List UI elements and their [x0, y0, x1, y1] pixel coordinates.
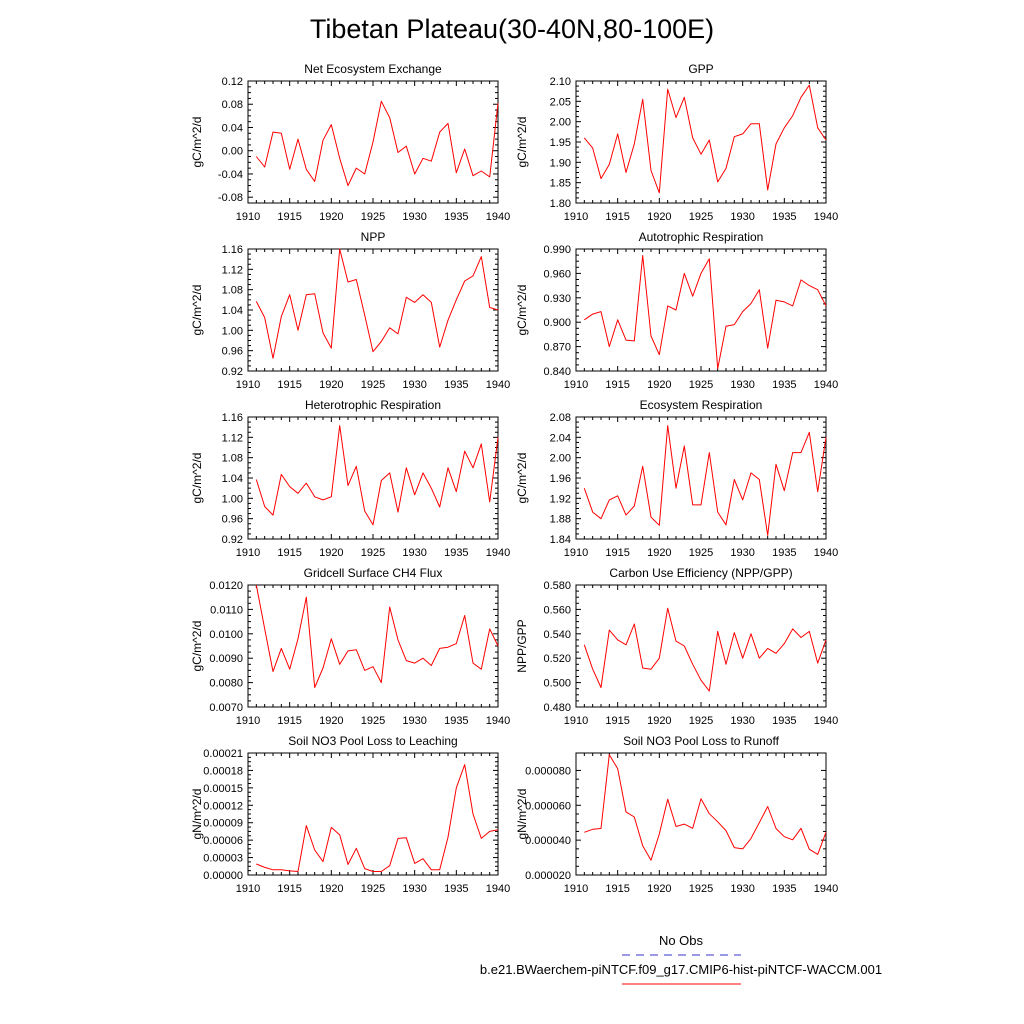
legend — [480, 933, 882, 984]
y-axis-label: NPP/GPP — [515, 619, 529, 673]
x-tick-label: 1915 — [605, 211, 630, 223]
y-tick-label: 2.05 — [549, 96, 571, 109]
y-tick-label: 0.00000 — [203, 870, 243, 882]
x-tick-label: 1925 — [360, 211, 386, 223]
x-tick-label: 1920 — [647, 715, 672, 727]
plot-frame — [248, 249, 498, 371]
y-axis-label: gC/m^2/d — [515, 116, 529, 168]
panel-title: Soil NO3 Pool Loss to Leaching — [288, 734, 458, 748]
x-tick-label: 1915 — [277, 715, 302, 727]
x-tick-label: 1930 — [402, 883, 427, 895]
x-tick-label: 1910 — [235, 211, 261, 223]
x-tick-label: 1940 — [813, 211, 839, 223]
y-tick-label: 1.92 — [549, 493, 571, 506]
y-tick-label: 0.480 — [543, 702, 571, 714]
x-tick-label: 1915 — [605, 379, 630, 391]
x-tick-label: 1940 — [485, 547, 511, 559]
x-tick-label: 1910 — [563, 211, 589, 223]
chart-panel — [190, 734, 510, 895]
x-tick-label: 1910 — [235, 883, 261, 895]
y-tick-label: 0.0110 — [210, 604, 243, 617]
plot-frame — [576, 249, 826, 371]
plot-frame — [248, 585, 498, 707]
y-tick-label: 0.00003 — [203, 852, 243, 865]
y-tick-label: 2.00 — [549, 116, 571, 129]
series-line — [256, 585, 498, 688]
x-tick-label: 1920 — [319, 211, 344, 223]
x-tick-label: 1915 — [277, 211, 302, 223]
x-tick-label: 1920 — [319, 715, 344, 727]
figure-title: Tibetan Plateau(30-40N,80-100E) — [309, 14, 715, 44]
x-tick-label: 1910 — [563, 547, 589, 559]
plot-frame — [576, 417, 826, 539]
y-tick-label: 0.12 — [221, 76, 243, 88]
y-tick-label: 0.000020 — [525, 870, 571, 882]
x-tick-label: 1920 — [647, 883, 672, 895]
y-tick-label: 0.540 — [543, 628, 571, 641]
y-tick-label: 1.00 — [221, 493, 243, 506]
y-tick-label: 0.0120 — [209, 580, 243, 592]
y-tick-label: 0.00015 — [203, 782, 243, 795]
x-tick-label: 1935 — [444, 211, 469, 223]
x-tick-label: 1935 — [772, 883, 797, 895]
chart-panel — [515, 62, 838, 223]
y-tick-label: 0.00006 — [203, 835, 243, 848]
y-tick-label: 1.04 — [221, 305, 243, 317]
y-tick-label: 1.90 — [549, 157, 571, 170]
x-tick-label: 1935 — [444, 547, 469, 559]
y-tick-label: 1.80 — [549, 198, 571, 210]
y-tick-label: 0.00009 — [203, 817, 243, 830]
y-tick-label: 2.04 — [549, 432, 571, 445]
y-tick-label: 0.560 — [543, 604, 571, 617]
panel-title: Gridcell Surface CH4 Flux — [303, 566, 443, 580]
chart-panel — [190, 398, 510, 559]
x-tick-label: 1915 — [605, 715, 630, 727]
y-tick-label: 0.870 — [543, 341, 571, 354]
y-axis-label: gN/m^2/d — [515, 788, 529, 840]
y-tick-label: 0.92 — [221, 534, 243, 546]
series-line — [256, 426, 498, 525]
x-tick-label: 1920 — [647, 211, 672, 223]
y-tick-label: 0.92 — [221, 366, 243, 378]
x-tick-label: 1925 — [688, 211, 714, 223]
y-tick-label: 1.95 — [549, 137, 571, 149]
y-tick-label: 0.00018 — [203, 765, 243, 778]
x-tick-label: 1925 — [360, 715, 386, 727]
x-tick-label: 1930 — [730, 883, 755, 895]
x-tick-label: 1920 — [319, 547, 344, 559]
x-tick-label: 1940 — [485, 211, 511, 223]
x-tick-label: 1930 — [730, 715, 755, 727]
panel-title: Autotrophic Respiration — [638, 230, 764, 244]
y-axis-label: gC/m^2/d — [515, 284, 529, 336]
y-tick-label: 2.00 — [549, 452, 571, 465]
x-tick-label: 1940 — [813, 883, 839, 895]
x-tick-label: 1910 — [563, 715, 589, 727]
series-line — [256, 101, 498, 185]
x-tick-label: 1935 — [772, 547, 797, 559]
y-tick-label: 1.04 — [221, 473, 243, 485]
y-axis-label: gC/m^2/d — [190, 116, 204, 168]
panel-title: Heterotrophic Respiration — [304, 398, 442, 412]
y-tick-label: 0.04 — [221, 122, 243, 135]
x-tick-label: 1940 — [813, 715, 839, 727]
series-line — [256, 765, 498, 872]
y-tick-label: 2.10 — [549, 76, 571, 88]
legend-obs-label: No Obs — [658, 933, 704, 948]
y-tick-label: 1.16 — [221, 244, 243, 256]
y-tick-label: 0.0090 — [209, 653, 243, 666]
panel-title: Net Ecosystem Exchange — [304, 62, 442, 76]
y-tick-label: 1.08 — [221, 452, 243, 465]
x-tick-label: 1925 — [688, 883, 714, 895]
y-tick-label: 1.88 — [549, 513, 571, 526]
y-tick-label: 0.840 — [543, 366, 571, 378]
y-tick-label: 2.08 — [549, 412, 571, 424]
y-tick-label: 0.0080 — [209, 677, 243, 690]
y-tick-label: 0.00 — [221, 145, 243, 158]
chart-panel — [515, 734, 838, 895]
y-tick-label: 0.000060 — [525, 800, 571, 813]
x-tick-label: 1930 — [402, 211, 427, 223]
y-tick-label: -0.04 — [217, 168, 243, 181]
series-line — [256, 249, 498, 358]
y-axis-label: gN/m^2/d — [190, 788, 204, 840]
x-tick-label: 1915 — [277, 883, 302, 895]
y-axis-label: gC/m^2/d — [190, 452, 204, 504]
x-tick-label: 1910 — [563, 883, 589, 895]
panel-title: Soil NO3 Pool Loss to Runoff — [623, 734, 779, 748]
legend-model-label: b.e21.BWaerchem-piNTCF.f09_g17.CMIP6-hist-piNTCF-WACCM.001 — [479, 962, 883, 977]
chart-panel — [515, 230, 838, 391]
x-tick-label: 1920 — [319, 379, 344, 391]
y-tick-label: 0.000080 — [525, 765, 571, 778]
x-tick-label: 1940 — [485, 379, 511, 391]
y-tick-label: 1.00 — [221, 325, 243, 338]
y-tick-label: 1.96 — [549, 473, 571, 485]
x-tick-label: 1925 — [688, 547, 714, 559]
x-tick-label: 1920 — [647, 547, 672, 559]
x-tick-label: 1920 — [319, 883, 344, 895]
y-axis-label: gC/m^2/d — [515, 452, 529, 504]
panel-title: NPP — [360, 230, 386, 244]
y-tick-label: 1.84 — [549, 534, 571, 546]
x-tick-label: 1935 — [772, 211, 797, 223]
series-line — [584, 426, 826, 536]
x-tick-label: 1930 — [402, 715, 427, 727]
series-line — [584, 85, 826, 193]
y-axis-label: gC/m^2/d — [190, 620, 204, 672]
panel-title: GPP — [688, 62, 714, 76]
y-tick-label: 0.00012 — [203, 800, 243, 813]
y-tick-label: 1.12 — [221, 432, 243, 445]
y-tick-label: 0.0100 — [209, 628, 243, 641]
y-tick-label: 1.85 — [549, 177, 571, 190]
x-tick-label: 1920 — [647, 379, 672, 391]
y-tick-label: 0.900 — [543, 317, 571, 330]
x-tick-label: 1935 — [444, 715, 469, 727]
x-tick-label: 1935 — [444, 379, 469, 391]
x-tick-label: 1940 — [813, 379, 839, 391]
panel-title: Carbon Use Efficiency (NPP/GPP) — [609, 566, 793, 580]
plot-frame — [576, 81, 826, 203]
panel-title: Ecosystem Respiration — [639, 398, 763, 412]
y-tick-label: 0.0070 — [209, 702, 243, 714]
chart-panel — [515, 398, 838, 559]
y-tick-label: 0.960 — [543, 268, 571, 281]
x-tick-label: 1930 — [730, 547, 755, 559]
series-line — [584, 608, 826, 691]
x-tick-label: 1910 — [235, 379, 261, 391]
x-tick-label: 1935 — [772, 715, 797, 727]
x-tick-label: 1925 — [688, 379, 714, 391]
y-tick-label: -0.08 — [217, 192, 243, 205]
x-tick-label: 1935 — [772, 379, 797, 391]
y-axis-label: gC/m^2/d — [190, 284, 204, 336]
x-tick-label: 1910 — [235, 715, 261, 727]
x-tick-label: 1935 — [444, 883, 469, 895]
x-tick-label: 1915 — [277, 379, 302, 391]
y-tick-label: 1.16 — [221, 412, 243, 424]
chart-panel — [190, 566, 510, 727]
x-tick-label: 1925 — [688, 715, 714, 727]
x-tick-label: 1925 — [360, 379, 386, 391]
x-tick-label: 1915 — [605, 547, 630, 559]
x-tick-label: 1910 — [235, 547, 261, 559]
x-tick-label: 1930 — [402, 379, 427, 391]
y-tick-label: 0.96 — [221, 513, 243, 526]
y-tick-label: 0.930 — [543, 292, 571, 305]
y-tick-label: 0.520 — [543, 653, 571, 666]
x-tick-label: 1915 — [605, 883, 630, 895]
x-tick-label: 1940 — [813, 547, 839, 559]
y-tick-label: 0.000040 — [525, 835, 571, 848]
y-tick-label: 0.500 — [543, 677, 571, 690]
y-tick-label: 0.580 — [543, 580, 571, 592]
chart-panel — [190, 230, 510, 391]
x-tick-label: 1930 — [730, 379, 755, 391]
plot-frame — [248, 417, 498, 539]
x-tick-label: 1925 — [360, 883, 386, 895]
y-tick-label: 1.08 — [221, 284, 243, 297]
panels-grid — [190, 62, 838, 895]
x-tick-label: 1915 — [277, 547, 302, 559]
plot-frame — [576, 585, 826, 707]
x-tick-label: 1930 — [402, 547, 427, 559]
series-line — [584, 256, 826, 369]
y-tick-label: 0.08 — [221, 99, 243, 112]
y-tick-label: 0.96 — [221, 345, 243, 358]
x-tick-label: 1940 — [485, 883, 511, 895]
plot-frame — [248, 753, 498, 875]
y-tick-label: 0.00021 — [203, 748, 243, 760]
chart-panel — [190, 62, 510, 223]
plot-frame — [576, 753, 826, 875]
x-tick-label: 1910 — [563, 379, 589, 391]
x-tick-label: 1925 — [360, 547, 386, 559]
y-tick-label: 1.12 — [221, 264, 243, 277]
chart-panel — [515, 566, 838, 727]
x-tick-label: 1940 — [485, 715, 511, 727]
x-tick-label: 1930 — [730, 211, 755, 223]
series-line — [584, 755, 826, 861]
y-tick-label: 0.990 — [543, 244, 571, 256]
